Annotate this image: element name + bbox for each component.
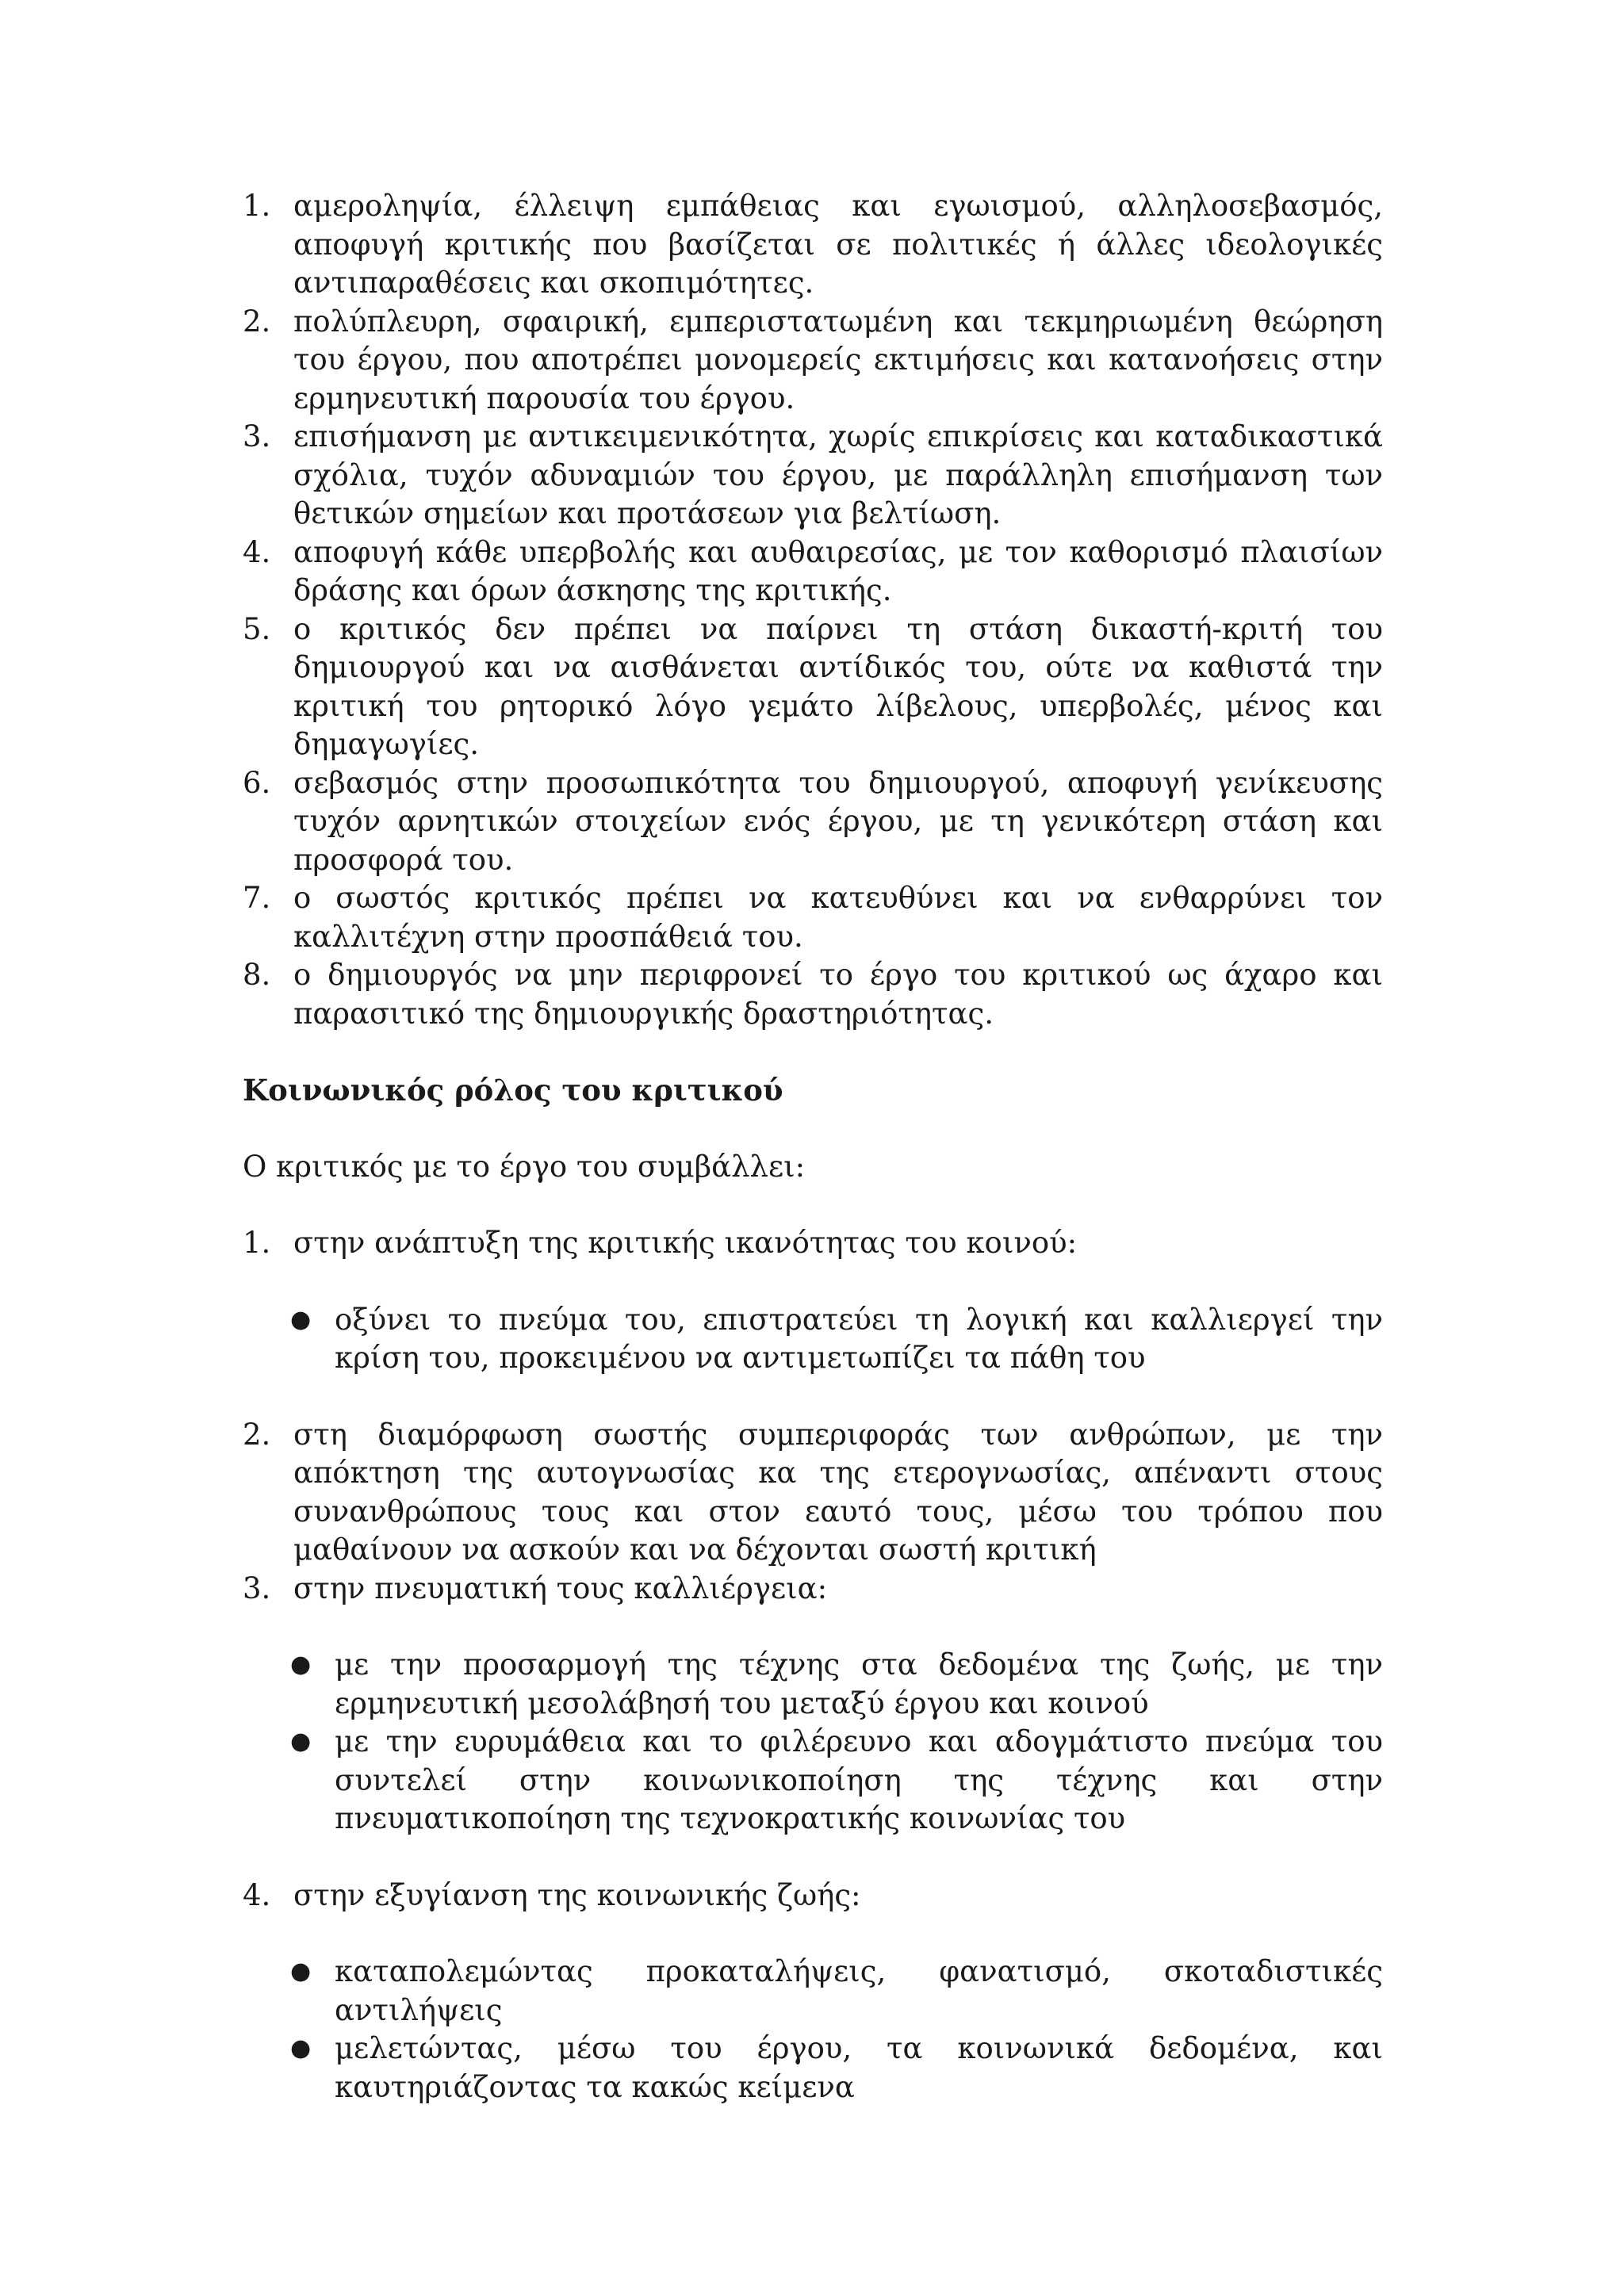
item-text: αμεροληψία, έλλειψη εμπάθειας και εγωισμού, αλληλοσεβασμός, αποφυγή κριτικής που βασίζεται σε πολιτικές ή άλλες ιδεολογικές αντιπαραθέσεις και σκοπιμότητες. xyxy=(293,189,1383,300)
item-number: 8. xyxy=(243,958,271,992)
item-text: επισήμανση με αντικειμενικότητα, χωρίς επικρίσεις και καταδικαστικά σχόλια, τυχόν αδυναμιών του έργου, με παράλληλη επισήμανση των θετικών σημείων και προτάσεων για βελτίωση. xyxy=(293,419,1383,530)
list-item xyxy=(243,764,1383,880)
bullet-text: καταπολεμώντας προκαταλήψεις, φανατισμό, σκοταδιστικές αντιλήψεις xyxy=(335,1954,1383,2027)
bullet-item xyxy=(243,1646,1383,1723)
bullet-icon: ● xyxy=(290,2034,312,2062)
item-text: ο κριτικός δεν πρέπει να παίρνει τη στάση δικαστή-κριτή του δημιουργού και να αισθάνεται αντίδικός του, ούτε να καθιστά την κριτική του ρητορικό λόγο γεμάτο λίβελους, υπερβολές, μένος και δημαγωγίες. xyxy=(293,611,1383,761)
bullet-text: με την ευρυμάθεια και το φιλέρευνο και αδογμάτιστο πνεύμα του συντελεί στην κοινωνικοποίηση της τέχνης και στην πνευματικοποίηση της τεχνοκρατικής κοινωνίας του xyxy=(335,1724,1383,1835)
item-text: ο δημιουργός να μην περιφρονεί το έργο του κριτικού ως άχαρο και παρασιτικό της δημιουργικής δραστηριότητας. xyxy=(293,958,1383,1031)
item-text: στην πνευματική τους καλλιέργεια: xyxy=(293,1571,828,1605)
bullet-item xyxy=(243,1723,1383,1839)
list-item xyxy=(243,610,1383,764)
intro-paragraph: Ο κριτικός με το έργο του συμβάλλει: xyxy=(243,1149,806,1184)
item-text: ο σωστός κριτικός πρέπει να κατευθύνει και να ενθαρρύνει τον καλλιτέχνη στην προσπάθειά του. xyxy=(293,881,1383,954)
list-item xyxy=(243,956,1383,1033)
item-number: 2. xyxy=(243,304,271,339)
list-item xyxy=(243,418,1383,534)
item-number: 6. xyxy=(243,765,271,800)
item-number: 5. xyxy=(243,611,271,646)
list-item xyxy=(243,534,1383,610)
principles-list xyxy=(243,187,1383,1033)
list-item xyxy=(243,1224,1383,1263)
bullet-text: μελετώντας, μέσω του έργου, τα κοινωνικά δεδομένα, και καυτηριάζοντας τα κακώς κείμενα xyxy=(335,2031,1383,2104)
item-number: 1. xyxy=(243,189,271,223)
bullet-text: με την προσαρμογή της τέχνης στα δεδομένα της ζωής, με την ερμηνευτική μεσολάβησή του μεταξύ έργου και κοινού xyxy=(335,1647,1383,1720)
list-item xyxy=(243,187,1383,303)
item-text: στη διαμόρφωση σωστής συμπεριφοράς των ανθρώπων, με την απόκτηση της αυτογνωσίας κα της ετερογνωσίας, απέναντι στους συνανθρώπους τους και στον εαυτό τους, μέσω του τρόπου που μαθαίνουν να ασκούν και να δέχονται σωστή κριτική xyxy=(293,1417,1383,1567)
item-number: 3. xyxy=(243,419,271,453)
item-number: 4. xyxy=(243,534,271,569)
item-text: πολύπλευρη, σφαιρική, εμπεριστατωμένη και τεκμηριωμένη θεώρηση του έργου, που αποτρέπει μονομερείς εκτιμήσεις και κατανοήσεις στην ερμηνευτική παρουσία του έργου. xyxy=(293,304,1383,415)
item-number: 3. xyxy=(243,1571,271,1605)
list-item xyxy=(243,1570,1383,1609)
item-number: 1. xyxy=(243,1226,271,1260)
item-number: 2. xyxy=(243,1417,271,1452)
item-number: 7. xyxy=(243,881,271,915)
item-text: στην ανάπτυξη της κριτικής ικανότητας του κοινού: xyxy=(293,1226,1078,1260)
bullet-item xyxy=(243,2030,1383,2107)
bullet-icon: ● xyxy=(290,1305,312,1334)
document-page xyxy=(243,187,1383,2107)
item-text: σεβασμός στην προσωπικότητα του δημιουργού, αποφυγή γενίκευσης τυχόν αρνητικών στοιχείων ενός έργου, με τη γενικότερη στάση και προσφορά του. xyxy=(293,765,1383,877)
bullet-text: οξύνει το πνεύμα του, επιστρατεύει τη λογική και καλλιεργεί την κρίση του, προκειμένου να αντιμετωπίζει τα πάθη του xyxy=(335,1302,1383,1375)
list-item xyxy=(243,1877,1383,1915)
bullet-item xyxy=(243,1953,1383,2030)
item-text: αποφυγή κάθε υπερβολής και αυθαιρεσίας, με τον καθορισμό πλαισίων δράσης και όρων άσκησης της κριτικής. xyxy=(293,534,1383,607)
social-role-list xyxy=(243,1224,1383,2107)
bullet-icon: ● xyxy=(290,1651,312,1678)
list-item xyxy=(243,879,1383,956)
item-number: 4. xyxy=(243,1877,271,1912)
list-item xyxy=(243,1416,1383,1570)
bullet-icon: ● xyxy=(290,1728,312,1755)
bullet-item xyxy=(243,1301,1383,1378)
section-heading: Κοινωνικός ρόλος του κριτικού xyxy=(243,1073,783,1108)
list-item xyxy=(243,303,1383,419)
bullet-icon: ● xyxy=(290,1957,312,1985)
item-text: στην εξυγίανση της κοινωνικής ζωής: xyxy=(293,1877,861,1912)
